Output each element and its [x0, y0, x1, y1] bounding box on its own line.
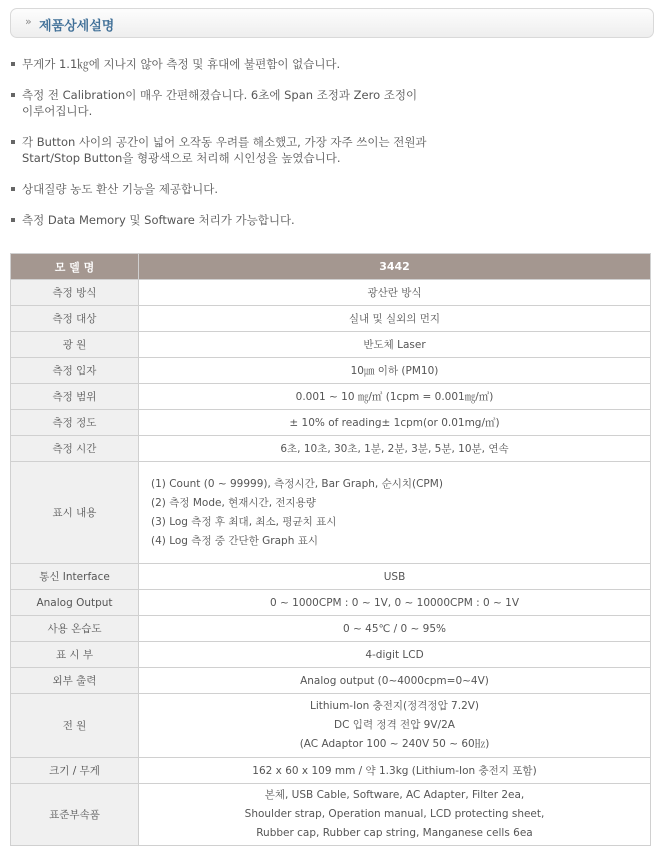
spec-value: Analog output (0~4000cpm=0~4V) — [139, 668, 651, 694]
bullet-icon — [11, 187, 15, 191]
spec-row — [11, 306, 651, 332]
spec-value: USB — [139, 564, 651, 590]
spec-value — [139, 784, 651, 846]
spec-label: 통신 Interface — [11, 564, 139, 590]
spec-row — [11, 642, 651, 668]
spec-label: 사용 온습도 — [11, 616, 139, 642]
spec-label: 측정 시간 — [11, 436, 139, 462]
feature-text: 상대질량 농도 환산 기능을 제공합니다. — [22, 182, 219, 196]
spec-row — [11, 694, 651, 758]
spec-value-line: Lithium-Ion 충전지(정격정압 7.2V) — [309, 700, 480, 712]
spec-label: 전 원 — [11, 694, 139, 758]
bullet-icon — [11, 93, 15, 97]
feature-text: Start/Stop Button을 형광색으로 처리해 시인성을 높였습니다. — [22, 151, 341, 165]
spec-label: 표준부속품 — [11, 784, 139, 846]
spec-value-line: DC 입력 정격 전압 9V/2A — [334, 719, 455, 731]
spec-label: 측정 정도 — [11, 410, 139, 436]
spec-row — [11, 410, 651, 436]
spec-row — [11, 668, 651, 694]
chevron-right-icon: » — [25, 15, 32, 28]
section-title: 제품상세설명 — [39, 19, 115, 34]
spec-value-line: Rubber cap, Rubber cap string, Manganese cells 6ea — [256, 827, 533, 839]
spec-row — [11, 280, 651, 306]
feature-text: 무게가 1.1㎏에 지나지 않아 측정 및 휴대에 불편함이 없습니다. — [22, 57, 341, 71]
spec-row — [11, 462, 651, 564]
bullet-icon — [11, 140, 15, 144]
spec-label: 광 원 — [11, 332, 139, 358]
feature-text: 측정 전 Calibration이 매우 간편해졌습니다. 6초에 Span 조정과 Zero 조정이 — [22, 88, 418, 102]
spec-table — [10, 253, 651, 846]
spec-label: 측정 범위 — [11, 384, 139, 410]
spec-row — [11, 332, 651, 358]
spec-value-line: Shoulder strap, Operation manual, LCD protecting sheet, — [244, 808, 545, 820]
feature-item — [10, 181, 650, 197]
spec-value: 0 ~ 45℃ / 0 ~ 95% — [139, 616, 651, 642]
spec-label: 측정 입자 — [11, 358, 139, 384]
spec-label: 크기 / 무게 — [11, 758, 139, 784]
spec-row — [11, 358, 651, 384]
spec-value-line: (AC Adaptor 100 ~ 240V 50 ~ 60㎐) — [299, 738, 490, 750]
spec-value: 162 x 60 x 109 mm / 약 1.3kg (Lithium-Ion 충전지 포함) — [139, 758, 651, 784]
spec-value-line: (4) Log 측정 중 간단한 Graph 표시 — [151, 534, 319, 547]
spec-label: 외부 출력 — [11, 668, 139, 694]
spec-value: 0.001 ~ 10 ㎎/㎥ (1cpm = 0.001㎎/㎥) — [139, 384, 651, 410]
feature-text: 각 Button 사이의 공간이 넓어 오작동 우려를 해소했고, 가장 자주 쓰이는 전원과 — [22, 135, 427, 149]
spec-value: 0 ~ 1000CPM : 0 ~ 1V, 0 ~ 10000CPM : 0 ~ 1V — [139, 590, 651, 616]
spec-value — [139, 462, 651, 564]
section-header — [10, 8, 654, 38]
spec-row — [11, 616, 651, 642]
spec-value-line: (2) 측정 Mode, 현재시간, 전지용량 — [151, 496, 316, 509]
feature-item — [10, 87, 650, 119]
spec-label: 측정 방식 — [11, 280, 139, 306]
spec-value-line: (1) Count (0 ~ 99999), 측정시간, Bar Graph, 순시치(CPM) — [151, 477, 443, 490]
spec-value: 반도체 Laser — [139, 332, 651, 358]
spec-row — [11, 384, 651, 410]
spec-label: 측정 대상 — [11, 306, 139, 332]
bullet-icon — [11, 62, 15, 66]
spec-value: 광산란 방식 — [139, 280, 651, 306]
feature-item — [10, 212, 650, 228]
feature-text: 이루어집니다. — [22, 104, 93, 118]
spec-value-line: (3) Log 측정 후 최대, 최소, 평균치 표시 — [151, 515, 337, 528]
model-value: 3442 — [139, 254, 651, 280]
spec-label: 표시 내용 — [11, 462, 139, 564]
spec-value — [139, 694, 651, 758]
feature-text: 측정 Data Memory 및 Software 처리가 가능합니다. — [22, 213, 295, 227]
spec-row — [11, 758, 651, 784]
feature-item — [10, 56, 650, 72]
spec-header-row — [11, 254, 651, 280]
spec-value: 4-digit LCD — [139, 642, 651, 668]
feature-item — [10, 134, 650, 166]
spec-value: 실내 및 실외의 먼지 — [139, 306, 651, 332]
spec-row — [11, 784, 651, 846]
model-label: 모 델 명 — [11, 254, 139, 280]
spec-row — [11, 436, 651, 462]
spec-label: 표 시 부 — [11, 642, 139, 668]
spec-value: ± 10% of reading± 1cpm(or 0.01mg/㎥) — [139, 410, 651, 436]
bullet-icon — [11, 218, 15, 222]
spec-row — [11, 564, 651, 590]
spec-label: Analog Output — [11, 590, 139, 616]
feature-list — [10, 56, 650, 243]
spec-value: 10㎛ 이하 (PM10) — [139, 358, 651, 384]
spec-value-line: 본체, USB Cable, Software, AC Adapter, Filter 2ea, — [264, 789, 525, 801]
spec-row — [11, 590, 651, 616]
spec-value: 6초, 10초, 30초, 1분, 2분, 3분, 5분, 10분, 연속 — [139, 436, 651, 462]
